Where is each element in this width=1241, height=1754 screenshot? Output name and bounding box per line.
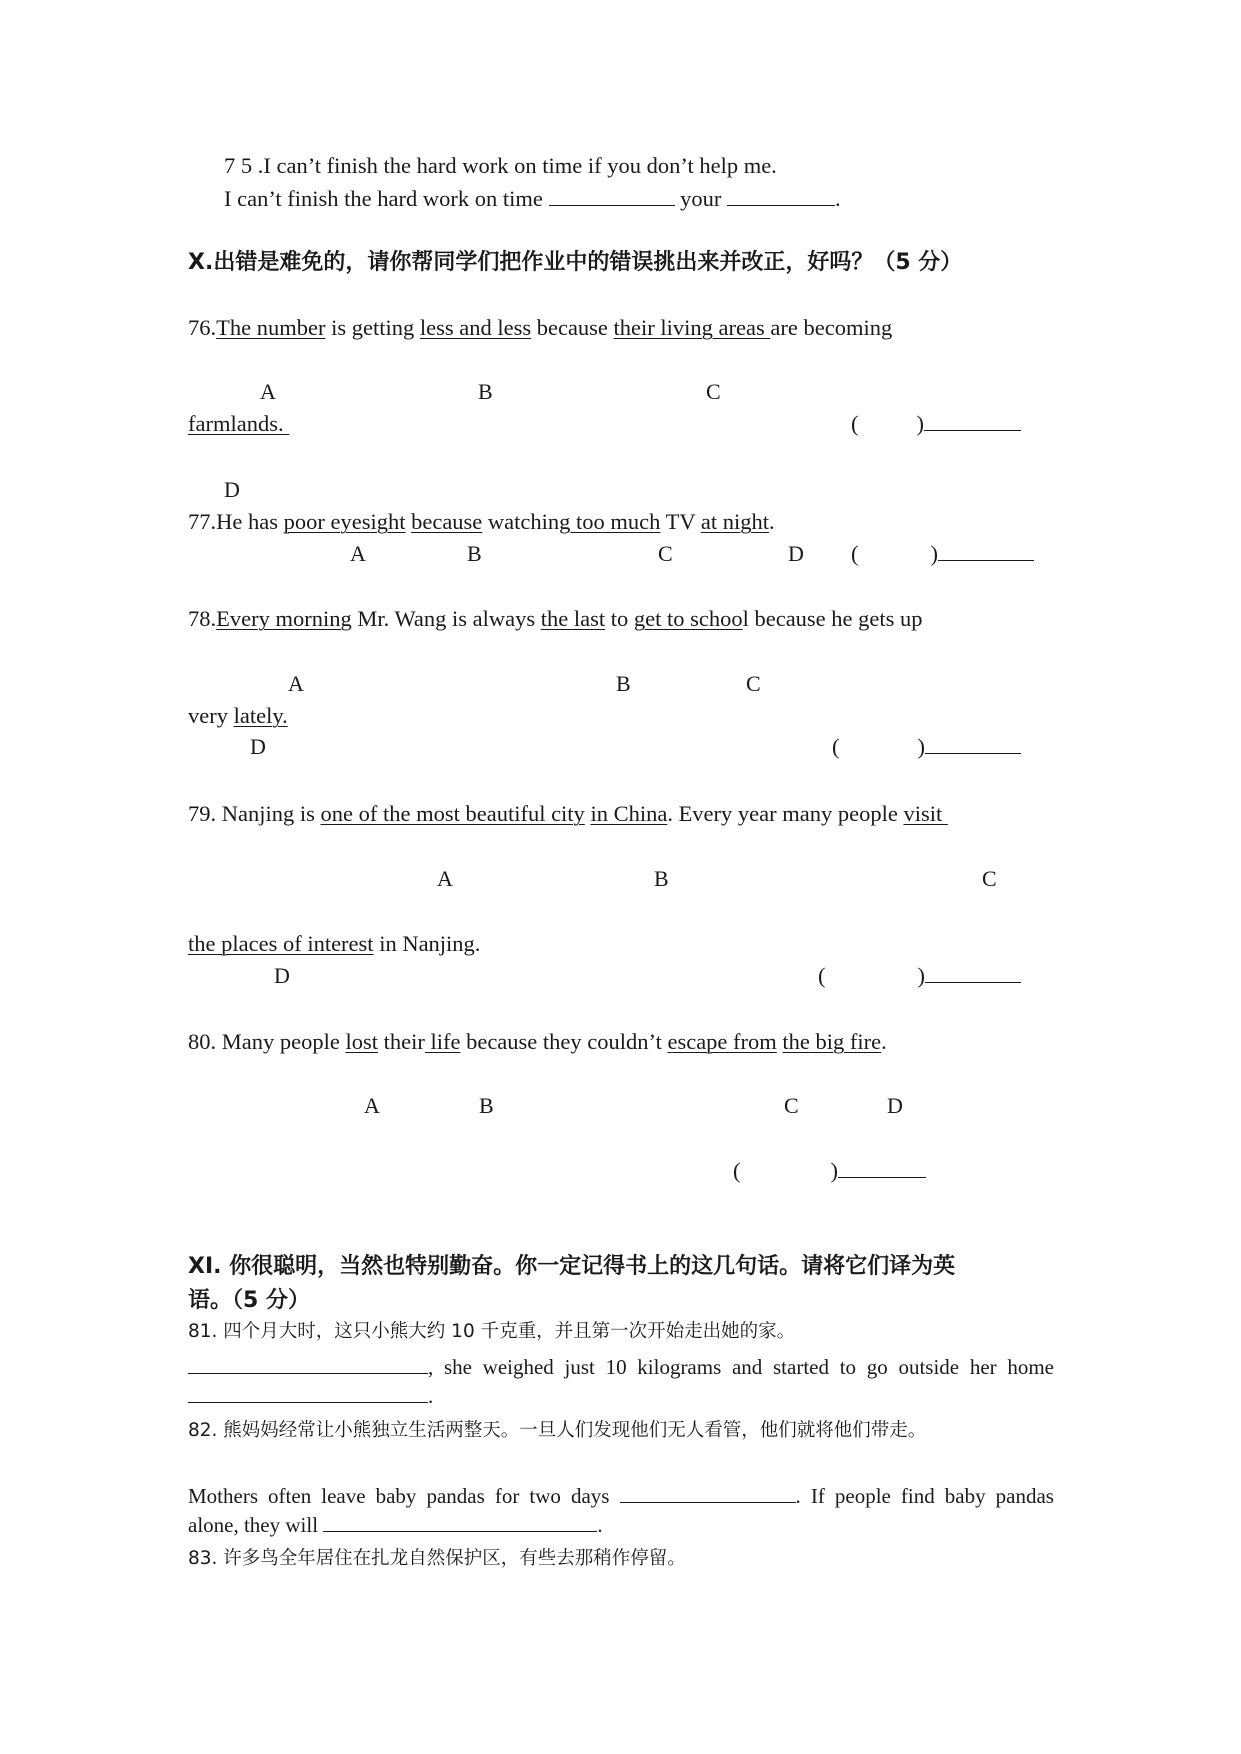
q81-end: . [428, 1384, 434, 1408]
q78-correction-blank[interactable] [925, 733, 1021, 754]
q80-answer [733, 1157, 926, 1185]
q75-text-a: I can’t finish the hard work on time [224, 186, 549, 211]
q81-chinese: 81. 四个月大时，这只小熊大约 10 千克重，并且第一次开始走出她的家。 [188, 1321, 796, 1342]
q81-line2 [188, 1382, 1054, 1410]
q77-letter-d: D [788, 541, 804, 566]
q79-num: 79. Nanjing is [188, 801, 321, 826]
q76-answer [851, 410, 1021, 438]
q76-letter-b: B [478, 379, 493, 404]
q78-num: 78. [188, 606, 217, 631]
q76-sentence [188, 314, 892, 342]
q77-sentence [188, 508, 775, 536]
q78-sentence [188, 605, 923, 633]
q79-line2 [188, 930, 480, 958]
section-11-title-cont: 语。（5 分） [188, 1288, 310, 1313]
q80-letter-c: C [784, 1093, 799, 1118]
q81-blank-2[interactable] [188, 1382, 428, 1403]
q79-text: in Nanjing. [373, 931, 481, 956]
q76-letter-d: D [224, 477, 240, 502]
q80-paren-open: ( [733, 1158, 741, 1183]
q78-paren-open: ( [832, 734, 840, 759]
q76-paren-open: ( [851, 411, 859, 436]
q80-text: . [881, 1029, 887, 1054]
q76-line2 [188, 410, 289, 438]
q76-text: are becoming [770, 315, 893, 340]
q78-paren-close: ) [917, 734, 925, 759]
q80-text: their [377, 1029, 425, 1054]
q82-text-1: Mothers often leave baby pandas for two days [188, 1484, 620, 1508]
q80-paren-close: ) [830, 1158, 838, 1183]
q79-correction-blank[interactable] [925, 962, 1021, 983]
q78-line2 [188, 702, 288, 730]
q79-option-c: visit [903, 801, 948, 826]
q77-paren-open: ( [851, 541, 859, 566]
q76-num: 76. [188, 315, 217, 340]
q77-option-b: because [411, 509, 483, 534]
q80-text: because they couldn’t [460, 1029, 668, 1054]
q77-letter-c: C [658, 541, 673, 566]
q76-option-b: less and less [419, 315, 532, 340]
q77-correction-blank[interactable] [938, 540, 1034, 561]
q79-paren-open: ( [818, 963, 826, 988]
q77-option-a: poor eyesight [283, 509, 406, 534]
q75-blank-2[interactable] [727, 185, 835, 206]
q80-correction-blank[interactable] [838, 1157, 926, 1178]
q76-option-c: their living areas [613, 315, 771, 340]
q77-letter-a: A [350, 541, 366, 566]
q78-answer [832, 733, 1021, 761]
q77-text: watching [482, 509, 571, 534]
q76-text: is getting [325, 315, 420, 340]
q80-num: 80. Many people [188, 1029, 346, 1054]
q79-text: . Every year many people [667, 801, 904, 826]
q77-text: TV [660, 509, 701, 534]
q75-rewrite [224, 185, 841, 213]
q79-option-d: the places of interest [188, 931, 374, 956]
q81-blank-1[interactable] [188, 1353, 428, 1374]
q80-sentence [188, 1028, 887, 1056]
q78-text: Mr. Wang is always [351, 606, 541, 631]
q80-option-a: lost [345, 1029, 378, 1054]
q78-letter-c: C [746, 671, 761, 696]
q82-text-2: . If people find baby pandas [795, 1484, 1054, 1508]
q79-option-a: one of the most beautiful city [320, 801, 585, 826]
q77-num: 77.He has [188, 509, 284, 534]
q77-option-c: too much [570, 509, 661, 534]
q81-text: , she weighed just 10 kilograms and started to go outside her home [428, 1355, 1054, 1379]
q76-paren-close: ) [916, 411, 924, 436]
q78-text: to [605, 606, 634, 631]
q75-blank-1[interactable] [549, 185, 675, 206]
q80-option-c: escape from [667, 1029, 777, 1054]
q83-chinese: 83. 许多鸟全年居住在扎龙自然保护区，有些去那稍作停留。 [188, 1548, 686, 1569]
section-10-title: X.出错是难免的，请你帮同学们把作业中的错误挑出来并改正，好吗？（5 分） [188, 250, 963, 275]
q79-option-b: in China [590, 801, 668, 826]
q79-letter-d: D [274, 963, 290, 988]
q77-letter-b: B [467, 541, 482, 566]
q80-letter-b: B [479, 1093, 494, 1118]
q78-option-d: lately. [233, 703, 288, 728]
q75-text-b: your [674, 186, 728, 211]
q81-english [188, 1353, 1054, 1381]
q78-letter-b: B [616, 671, 631, 696]
q78-option-a: Every morning [216, 606, 352, 631]
q75-sentence: 7 5 .I can’t finish the hard work on time if you don’t help me. [224, 153, 777, 178]
q79-letter-b: B [654, 866, 669, 891]
q78-option-c: get to schoo [633, 606, 743, 631]
q78-text: very [188, 703, 234, 728]
q76-correction-blank[interactable] [924, 410, 1021, 431]
q78-letter-a: A [288, 671, 304, 696]
q79-paren-close: ) [917, 963, 925, 988]
q76-option-d: farmlands. [188, 411, 290, 436]
q79-sentence [188, 800, 948, 828]
q76-text: because [531, 315, 614, 340]
q80-option-b: life [424, 1029, 461, 1054]
q82-line2 [188, 1511, 1054, 1539]
section-11-title: XI. 你很聪明，当然也特别勤奋。你一定记得书上的这几句话。请将它们译为英 [188, 1254, 956, 1279]
q76-option-a: The number [216, 315, 326, 340]
q82-chinese: 82. 熊妈妈经常让小熊独立生活两整天。一旦人们发现他们无人看管，他们就将他们带走。 [188, 1420, 927, 1441]
q79-answer [818, 962, 1021, 990]
q77-text: . [768, 509, 775, 534]
q75-text-c: . [835, 186, 841, 211]
q82-blank-1[interactable] [620, 1482, 796, 1503]
q82-text-3: alone, they will [188, 1513, 324, 1537]
q78-text: l because he gets up [742, 606, 923, 631]
q77-paren-close: ) [930, 541, 938, 566]
q80-letter-d: D [887, 1093, 903, 1118]
q76-letter-a: A [260, 379, 276, 404]
q77-option-d: at night [700, 509, 769, 534]
q79-letter-c: C [982, 866, 997, 891]
q77-answer [851, 540, 1034, 568]
q76-letter-c: C [706, 379, 721, 404]
q80-option-d: the big fire [782, 1029, 882, 1054]
q82-english [188, 1482, 1054, 1510]
q80-letter-a: A [364, 1093, 380, 1118]
q79-letter-a: A [437, 866, 453, 891]
q82-end: . [597, 1513, 603, 1537]
q78-letter-d: D [250, 734, 266, 759]
q82-blank-2[interactable] [323, 1511, 597, 1532]
q78-option-b: the last [540, 606, 606, 631]
